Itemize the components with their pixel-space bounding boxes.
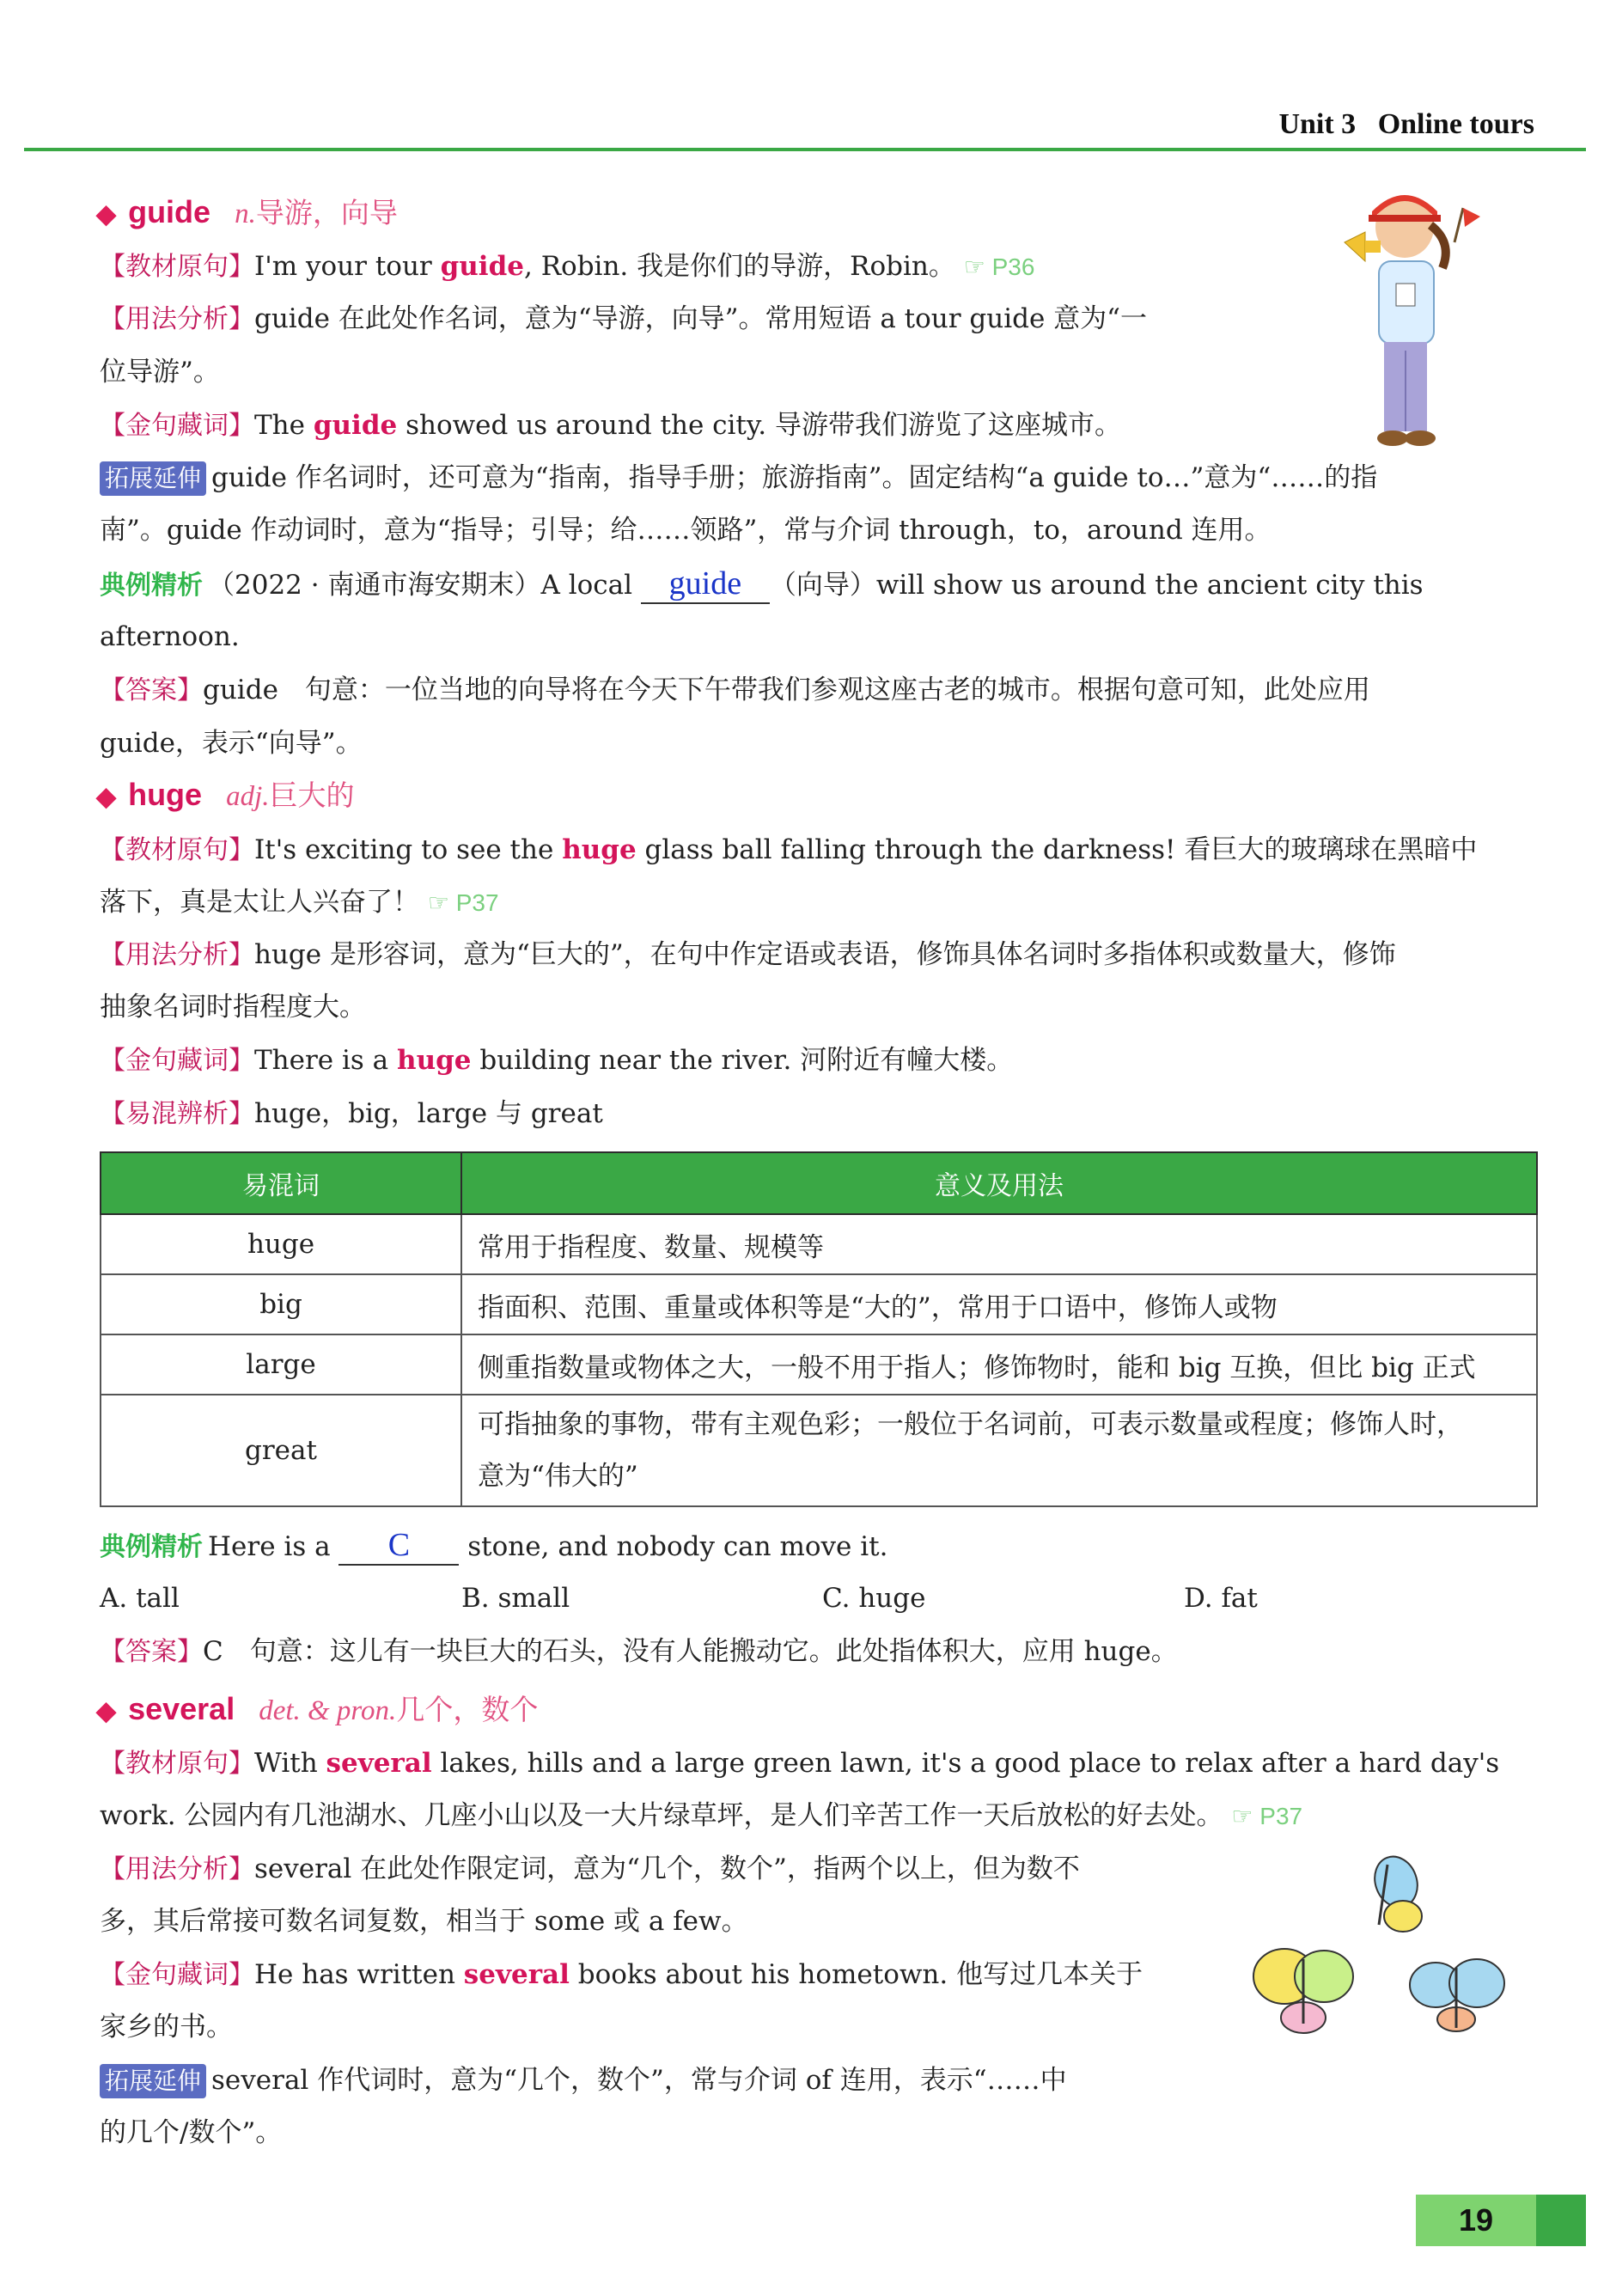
text: several 在此处作限定词，意为“几个，数个”，指两个以上，但为数不 bbox=[254, 1853, 1080, 1884]
text: lakes, hills and a large green lawn, it's a good place to relax after a hard day's bbox=[431, 1748, 1500, 1779]
text: work. 公园内有几池湖水、几座小山以及一大片绿草坪，是人们辛苦工作一天后放松的好去处。 bbox=[100, 1800, 1223, 1831]
golden-sentence-cont bbox=[100, 2010, 233, 2044]
golden-sentence bbox=[100, 1043, 1013, 1078]
original-sentence-cont bbox=[100, 1798, 1302, 1834]
table-row bbox=[101, 1214, 1537, 1274]
text: books about his hometown. 他写过几本关于 bbox=[569, 1959, 1143, 1990]
text: several 作代词时，意为“几个，数个”，常与介词 of 连用，表示“……中 bbox=[211, 2065, 1067, 2096]
example bbox=[100, 1528, 887, 1566]
highlight-word: guide bbox=[313, 410, 398, 441]
diamond-icon: ◆ bbox=[96, 783, 117, 811]
text: 抽象名词时指程度大。 bbox=[100, 992, 366, 1023]
text: , Robin. 我是你们的导游，Robin。 bbox=[523, 251, 955, 282]
extension bbox=[100, 461, 1377, 496]
word-heading-guide bbox=[96, 191, 398, 231]
extension-cont bbox=[100, 513, 1272, 547]
meaning: 导游，向导 bbox=[255, 196, 398, 229]
word: huge bbox=[128, 777, 203, 812]
original-sentence bbox=[100, 833, 1477, 868]
extension-cont bbox=[100, 2116, 282, 2150]
cell-usage: 指面积、范围、重量或体积等是“大的”，常用于口语中，修饰人或物 bbox=[461, 1274, 1537, 1334]
tag-label: 【金句藏词】 bbox=[100, 411, 254, 441]
text: 南”。guide 作动词时，意为“指导；引导；给……领路”，常与介词 through，to，around 连用。 bbox=[100, 515, 1272, 546]
text: 多，其后常接可数名词复数，相当于 some 或 a few。 bbox=[100, 1906, 748, 1937]
tag-label: 【金句藏词】 bbox=[100, 1960, 254, 1990]
page-ref bbox=[964, 253, 1035, 280]
original-sentence-cont bbox=[100, 885, 499, 920]
highlight-word: huge bbox=[397, 1045, 472, 1076]
meaning: 几个，数个 bbox=[396, 1693, 539, 1726]
text: C 句意：这儿有一块巨大的石头，没有人能搬动它。此处指体积大，应用 huge。 bbox=[203, 1636, 1178, 1667]
usage-analysis bbox=[100, 937, 1396, 973]
text: 家乡的书。 bbox=[100, 2012, 233, 2043]
comparison-table bbox=[100, 1151, 1538, 1507]
highlight-word: several bbox=[326, 1748, 432, 1779]
text: It's exciting to see the bbox=[254, 834, 563, 865]
page-number bbox=[1416, 2195, 1536, 2246]
highlight-word: huge bbox=[562, 834, 637, 865]
golden-sentence bbox=[100, 408, 1121, 443]
text: He has written bbox=[254, 1959, 464, 1990]
usage-analysis-cont bbox=[100, 1904, 748, 1939]
text: The bbox=[254, 410, 314, 441]
example bbox=[100, 566, 1424, 604]
table-row bbox=[101, 1334, 1537, 1395]
example-tag: 典例精析 bbox=[100, 571, 203, 601]
highlight-word: several bbox=[463, 1959, 570, 1990]
unit-title bbox=[1278, 108, 1534, 141]
text: guide，表示“向导”。 bbox=[100, 728, 363, 759]
unit-number: Unit 3 bbox=[1278, 108, 1357, 140]
answer-cont bbox=[100, 726, 363, 760]
answer-blank bbox=[641, 566, 770, 604]
extension-badge: 拓展延伸 bbox=[100, 2064, 206, 2098]
cell-word: great bbox=[101, 1395, 461, 1506]
cell-usage bbox=[461, 1395, 1537, 1506]
part-of-speech: det. & pron. bbox=[259, 1695, 397, 1726]
tag-label: 【教材原句】 bbox=[100, 835, 254, 865]
text: showed us around the city. 导游带我们游览了这座城市。 bbox=[397, 410, 1121, 441]
text: 落下，真是太让人兴奋了！ bbox=[100, 887, 419, 918]
text: stone, and nobody can move it. bbox=[459, 1531, 888, 1562]
option-b: B. small bbox=[461, 1583, 570, 1614]
pointer-icon: ☞ bbox=[1231, 1803, 1253, 1829]
page-header bbox=[24, 103, 1586, 151]
text: 的几个/数个”。 bbox=[100, 2117, 283, 2148]
highlight-word: guide bbox=[440, 251, 524, 282]
answer bbox=[100, 1634, 1178, 1670]
answer-blank bbox=[338, 1528, 459, 1566]
extension-badge: 拓展延伸 bbox=[100, 461, 206, 496]
ref-text: P36 bbox=[991, 253, 1035, 280]
tag-label: 【教材原句】 bbox=[100, 252, 254, 282]
word: guide bbox=[128, 194, 211, 229]
tag-label: 【答案】 bbox=[100, 675, 203, 705]
diamond-icon: ◆ bbox=[96, 200, 117, 229]
text: building near the river. 河附近有幢大楼。 bbox=[471, 1045, 1014, 1076]
example-cont bbox=[100, 620, 240, 654]
ref-text: P37 bbox=[455, 889, 499, 916]
golden-sentence bbox=[100, 1957, 1143, 1993]
example-tag: 典例精析 bbox=[100, 1532, 203, 1562]
text: huge，big，large 与 great bbox=[254, 1098, 603, 1129]
part-of-speech: adj. bbox=[226, 781, 270, 812]
page-ref bbox=[428, 889, 499, 916]
tour-guide-girl-illustration bbox=[1327, 182, 1482, 457]
cell-word: big bbox=[101, 1274, 461, 1334]
text: guide 作名词时，还可意为“指南，指导手册；旅游指南”。固定结构“a guide to…”意为“……的指 bbox=[211, 462, 1378, 493]
extension bbox=[100, 2063, 1067, 2098]
cell-usage: 常用于指程度、数量、规模等 bbox=[461, 1214, 1537, 1274]
meaning: 巨大的 bbox=[269, 779, 355, 812]
pointer-icon: ☞ bbox=[427, 889, 449, 916]
tag-label: 【答案】 bbox=[100, 1637, 203, 1667]
part-of-speech: n. bbox=[235, 198, 256, 229]
table-header-row bbox=[101, 1152, 1537, 1214]
page-number-accent bbox=[1536, 2195, 1586, 2246]
tag-label: 【易混辨析】 bbox=[100, 1099, 254, 1129]
column-header-usage: 意义及用法 bbox=[461, 1152, 1537, 1214]
unit-name: Online tours bbox=[1377, 108, 1534, 140]
butterflies-illustration bbox=[1250, 1847, 1525, 2045]
text: huge 是形容词，意为“巨大的”，在句中作定语或表语，修饰具体名词时多指体积或数量大，修饰 bbox=[254, 939, 1396, 970]
original-sentence bbox=[100, 249, 1034, 284]
tag-label: 【教材原句】 bbox=[100, 1749, 254, 1779]
text: afternoon. bbox=[100, 621, 240, 652]
text: There is a bbox=[254, 1045, 398, 1076]
tag-label: 【用法分析】 bbox=[100, 304, 254, 334]
option-d: D. fat bbox=[1184, 1583, 1258, 1614]
cell-usage: 侧重指数量或物体之大，一般不用于指人；修饰物时，能和 big 互换，但比 big 正式 bbox=[461, 1334, 1537, 1395]
tag-label: 【用法分析】 bbox=[100, 1854, 254, 1884]
option-a: A. tall bbox=[100, 1583, 180, 1614]
page-number-text: 19 bbox=[1458, 2202, 1494, 2238]
text: 位导游”。 bbox=[100, 357, 220, 388]
pointer-icon: ☞ bbox=[963, 253, 985, 280]
option-c: C. huge bbox=[822, 1583, 926, 1614]
cell-word: huge bbox=[101, 1214, 461, 1274]
text: guide 句意：一位当地的向导将在今天下午带我们参观这座古老的城市。根据句意可知，此处应用 bbox=[203, 675, 1370, 705]
cell-usage-line1: 可指抽象的事物，带有主观色彩；一般位于名词前，可表示数量或程度；修饰人时， bbox=[478, 1409, 1463, 1440]
tag-label: 【金句藏词】 bbox=[100, 1046, 254, 1076]
usage-analysis-cont bbox=[100, 990, 366, 1024]
text: Here is a bbox=[208, 1531, 339, 1562]
column-header-word: 易混词 bbox=[101, 1152, 461, 1214]
handwritten-answer: guide bbox=[668, 565, 742, 601]
usage-analysis-cont bbox=[100, 355, 220, 389]
diamond-icon: ◆ bbox=[96, 1697, 117, 1725]
text: （2022 · 南通市海安期末）A local bbox=[208, 570, 641, 601]
handwritten-answer: C bbox=[387, 1527, 411, 1563]
tag-label: 【用法分析】 bbox=[100, 940, 254, 970]
page-ref bbox=[1231, 1803, 1302, 1829]
butterfly-icon bbox=[1410, 1959, 1504, 2031]
answer bbox=[100, 673, 1370, 708]
butterfly-icon bbox=[1253, 1949, 1353, 2033]
original-sentence bbox=[100, 1746, 1499, 1781]
text: （向导）will show us around the ancient city this bbox=[769, 570, 1424, 601]
table-row bbox=[101, 1395, 1537, 1506]
cell-word: large bbox=[101, 1334, 461, 1395]
word-heading-several bbox=[96, 1688, 538, 1728]
cell-usage-line2: 意为“伟大的” bbox=[478, 1461, 638, 1492]
confusion-analysis bbox=[100, 1096, 603, 1132]
butterfly-icon bbox=[1368, 1851, 1424, 1932]
ref-text: P37 bbox=[1259, 1803, 1303, 1829]
word-heading-huge bbox=[96, 773, 355, 814]
usage-analysis bbox=[100, 1852, 1080, 1887]
text: I'm your tour bbox=[254, 251, 441, 282]
text: glass ball falling through the darkness! 看巨大的玻璃球在黑暗中 bbox=[636, 834, 1478, 865]
usage-analysis bbox=[100, 302, 1147, 337]
word: several bbox=[128, 1691, 235, 1726]
text: With bbox=[254, 1748, 326, 1779]
table-row bbox=[101, 1274, 1537, 1334]
text: guide 在此处作名词，意为“导游，向导”。常用短语 a tour guide 意为“一 bbox=[254, 303, 1148, 334]
